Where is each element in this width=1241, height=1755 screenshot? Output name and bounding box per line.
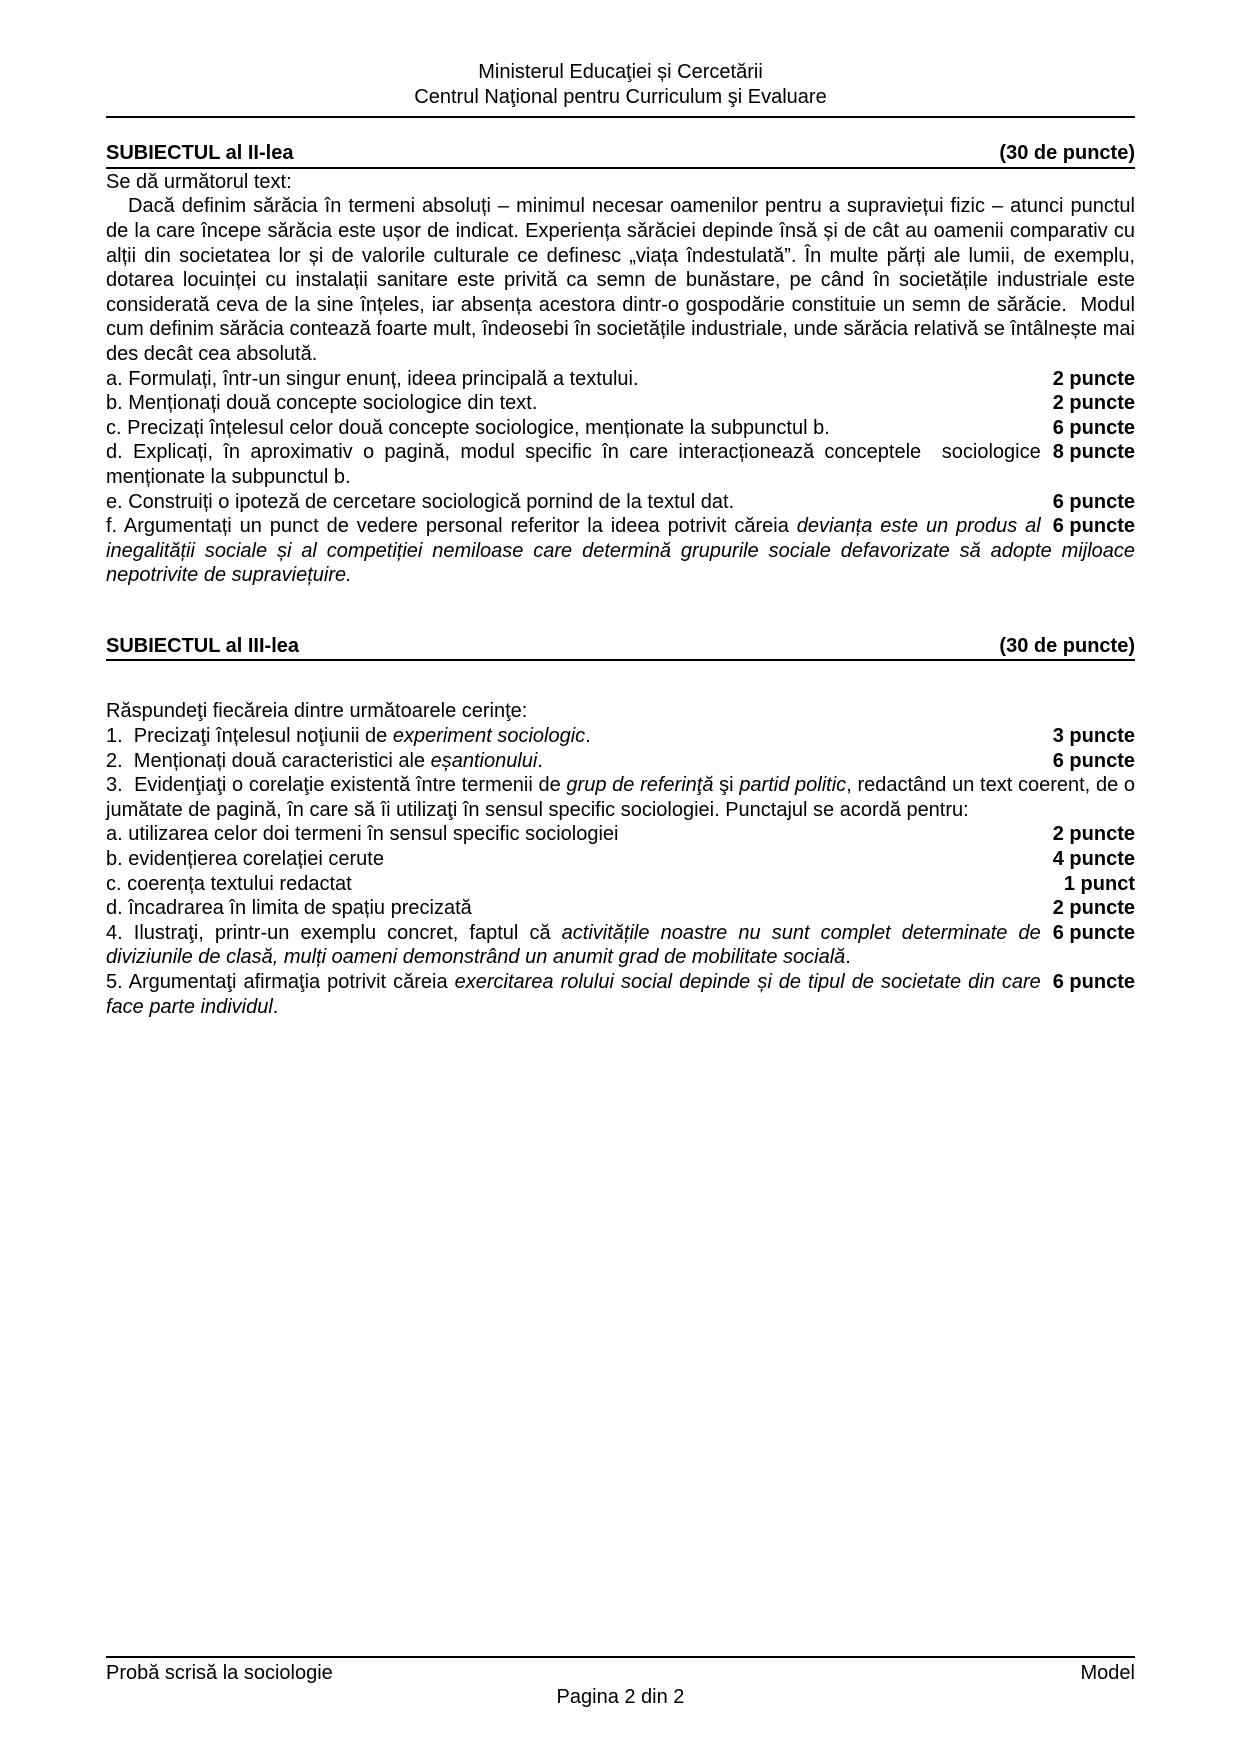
requirement-text: 5. Argumentaţi afirmaţia potrivit căreia exercitarea rolului social depinde și de tipul de societate din care face parte individul. [106, 971, 1041, 1018]
requirement-item [106, 724, 1135, 749]
subject3-intro: Răspundeţi fiecăreia dintre următoarele cerinţe: [106, 700, 528, 723]
points-value: 2 puncte [1052, 367, 1135, 390]
points-value: 2 puncte [1052, 823, 1135, 846]
requirement-item [106, 367, 1135, 392]
points-value: 1 punct [1063, 872, 1135, 895]
requirement-text: a. Formulați, într-un singur enunț, ideea principală a textului. [106, 367, 639, 390]
requirement-item [106, 896, 1135, 921]
points-value: 4 puncte [1052, 848, 1135, 871]
points-value: 2 puncte [1052, 897, 1135, 920]
points-value: 6 puncte [1052, 921, 1135, 944]
points-value: 6 puncte [1052, 749, 1135, 772]
requirement-item [106, 872, 1135, 897]
header-line-1: Ministerul Educaţiei și Cercetării [478, 61, 763, 83]
points-value: 3 puncte [1052, 725, 1135, 748]
footer-divider [106, 1656, 1135, 1658]
subject2-points-total: (30 de puncte) [999, 142, 1135, 165]
requirement-text: c. coerența textului redactat [106, 872, 352, 895]
requirement-text: e. Construiți o ipoteză de cercetare sociologică pornind de la textul dat. [106, 490, 735, 513]
requirement-text: b. Menționați două concepte sociologice din text. [106, 392, 538, 415]
requirement-item [106, 773, 1135, 822]
document-header [106, 60, 1135, 118]
points-value: 6 puncte [1052, 515, 1135, 538]
subject2-source-text: Dacă definim sărăcia în termeni absoluți – minimul necesar oamenilor pentru a supraviețui fizic – atunci punctul de la care începe sărăcia este ușor de indicat. Experiența sărăciei depinde însă și de cât au oamenii comparativ cu alții din societatea lor și de valorile culturale ce definesc „viața îndestulată”. În multe părți ale lumii, de exemplu, dotarea locuinței cu instalații sanitare este privită ca semn de bunăstare, pe când în societățile industriale este considerată ceva de la sine înțeles, iar absența acestora dintr-o gospodărie constituie un semn de sărăcie. Modul cum definim sărăcia contează foarte mult, îndeosebi în societățile industriale, unde sărăcia relativă se întâlnește mai des decât cea absolută. [106, 195, 1135, 365]
requirement-text: a. utilizarea celor doi termeni în sensul specific sociologiei [106, 823, 619, 846]
blank-space [106, 1019, 1135, 1656]
requirement-text: c. Precizați înțelesul celor două concepte sociologice, menționate la subpunctul b. [106, 416, 830, 439]
subject3-requirements [106, 724, 1135, 1019]
requirement-item [106, 490, 1135, 515]
requirement-text: f. Argumentați un punct de vedere personal referitor la ideea potrivit căreia devianța este un produs al inegalității sociale și al competiției nemiloase care determină grupurile sociale defavorizate să adopte mijloace nepotrivite de supraviețuire. [106, 515, 1135, 587]
subject2-title: SUBIECTUL al II-lea [106, 142, 294, 165]
subject3-points-total: (30 de puncte) [999, 634, 1135, 657]
requirement-item [106, 416, 1135, 441]
requirement-text: 4. Ilustraţi, printr-un exemplu concret, faptul că activitățile noastre nu sunt complet determinate de diviziunile de clasă, mulți oameni demonstrând un anumit grad de mobilitate socială. [106, 921, 1041, 969]
subject2-intro: Se dă următorul text: [106, 170, 292, 193]
requirement-item [106, 514, 1135, 588]
requirement-item [106, 921, 1135, 970]
requirement-item [106, 970, 1135, 1019]
document-footer [106, 1656, 1135, 1710]
requirement-item [106, 847, 1135, 872]
header-divider [106, 116, 1135, 118]
subject2-heading [106, 141, 1135, 169]
header-line-2: Centrul Naţional pentru Curriculum şi Evaluare [414, 85, 827, 108]
points-value: 6 puncte [1052, 490, 1135, 513]
points-value: 6 puncte [1052, 416, 1135, 439]
footer-page-number: Pagina 2 din 2 [556, 1686, 685, 1709]
subject3-heading [106, 634, 1135, 662]
subject3-title: SUBIECTUL al III-lea [106, 634, 300, 657]
requirement-text: d. încadrarea în limita de spațiu precizată [106, 897, 472, 920]
points-value: 8 puncte [1052, 441, 1135, 464]
requirement-text: b. evidențierea corelației cerute [106, 848, 384, 871]
points-value: 2 puncte [1052, 392, 1135, 415]
footer-exam-name: Probă scrisă la sociologie [106, 1661, 333, 1684]
requirement-item [106, 391, 1135, 416]
subject2-requirements [106, 367, 1135, 588]
points-value: 6 puncte [1052, 971, 1135, 993]
footer-variant-label: Model [1080, 1661, 1135, 1684]
requirement-item [106, 749, 1135, 774]
requirement-item [106, 822, 1135, 847]
requirement-item [106, 440, 1135, 489]
requirement-text: 1. Precizaţi înțelesul noţiunii de experiment sociologic. [106, 725, 591, 748]
requirement-text: d. Explicați, în aproximativ o pagină, modul specific în care interacționează conceptele sociologice menționate la subpunctul b. [106, 441, 1041, 488]
requirement-text: 3. Evidenţiaţi o corelaţie existentă între termenii de grup de referinţă şi partid politic, redactând un text coerent, de o jumătate de pagină, în care să îi utilizaţi în sensul specific sociologiei. Punctajul se acordă pentru: [106, 774, 1136, 821]
requirement-text: 2. Menționați două caracteristici ale eșantionului. [106, 749, 543, 772]
